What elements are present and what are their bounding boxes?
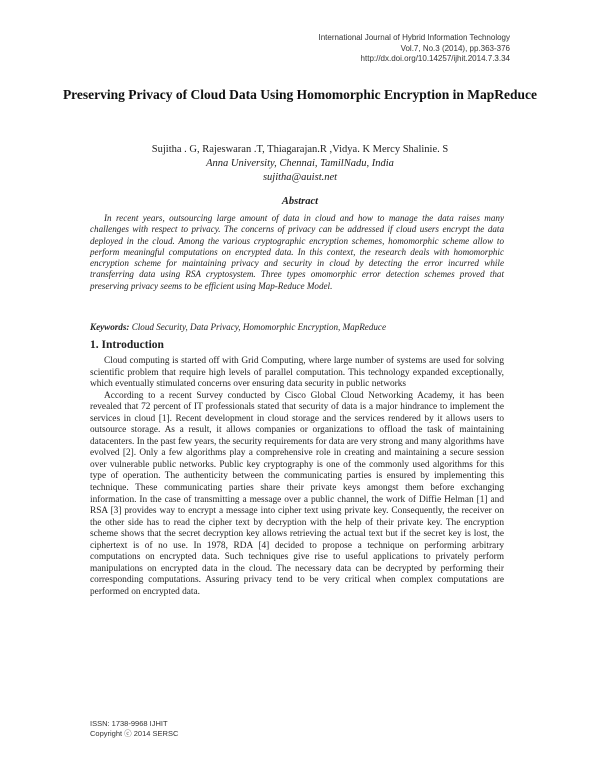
journal-volume: Vol.7, No.3 (2014), pp.363-376 [400, 43, 510, 53]
paragraph: According to a recent Survey conducted by Cisco Global Cloud Networking Academy, it has been revealed that 72 percent of IT professionals stated that security of data is a major hindrance to implement the services in cloud [1]. Recent development in cloud storage and the services rendered by it allows users to outsource storage. As a result, it allows companies or organizations to offload the task of maintaining datacenters. In the past few years, the security requirements for data are very strong and many algorithms have evolved [2]. Only a few algorithms play a comprehensive role in creating and maintaining a secure session over vulnerable public networks. Public key cryptography is one of the commonly used algorithms for this type of operation. The authenticity between the communicating parties is ensured by implementing this technique. These communicating parties share their private keys amongst them before exchanging information. In the case of transmitting a message over a public channel, the work of Diffie Helman [1] and RSA [3] provides way to encrypt a message into cipher text using private key. Consequently, the receiver on the other side has to read the cipher text by decryption with the help of their private key. The encryption scheme shows that the secret decryption key allows retrieving the actual text but if the secret key is lost, the ciphertext is of no use. In 1978, RDA [4] decided to propose a technique on performing arbitrary computations on encrypted data. Such techniques give rise to useful applications to privately perform manipulations on encrypted data in the cloud. The necessary data can be decrypted by performing their corresponding computations. Assuring privacy tend to be very critical when complex computations are performed on encrypted data. [90, 390, 504, 597]
keywords-label: Keywords: [90, 322, 130, 332]
affiliation: Anna University, Chennai, TamilNadu, India [206, 158, 394, 169]
abstract-text: In recent years, outsourcing large amount of data in cloud and how to manage the data raises many challenges with respect to privacy. The concerns of privacy can be addressed if cloud users encrypt the data deployed in the cloud. Among the various cryptographic encryption schemes, homomorphic scheme allow to perform meaningful computations on encrypted data. In this context, the research deals with homomorphic encryption scheme for maintaining privacy and security in cloud by detecting the error incurred while transferring data using RSA cryptosystem. Three types omomorphic error detection schemes proved that preserving privacy seems to be efficient using Map-Reduce Model. [90, 213, 504, 291]
keywords [90, 322, 504, 333]
page-footer [90, 719, 178, 739]
author-email: sujitha@auist.net [262, 172, 338, 183]
paragraph: Cloud computing is started off with Grid Computing, where large number of systems are used for solving scientific problem that require high levels of parallel computation. This technology expanded exceptionally, which eventually stimulated concerns over ensuring data security in public networks [90, 356, 504, 390]
journal-doi: http://dx.doi.org/10.14257/ijhit.2014.7.3.34 [360, 54, 510, 63]
issn: ISSN: 1738-9968 IJHIT [90, 719, 168, 728]
section-body [90, 356, 504, 598]
section-heading: 1. Introduction [90, 339, 164, 351]
journal-name: International Journal of Hybrid Information Technology [318, 33, 510, 42]
author-list: Sujitha . G, Rajeswaran .T, Thiagarajan.R ,Vidya. K Mercy Shalinie. S [151, 144, 449, 155]
author-block [60, 143, 540, 185]
abstract-heading: Abstract [281, 196, 319, 207]
journal-header [318, 33, 510, 65]
copyright: Copyright ⓒ 2014 SERSC [90, 729, 179, 738]
keywords-values: Cloud Security, Data Privacy, Homomorphic Encryption, MapReduce [131, 322, 387, 332]
paper-title: Preserving Privacy of Cloud Data Using Homomorphic Encryption in MapReduce [62, 87, 538, 102]
